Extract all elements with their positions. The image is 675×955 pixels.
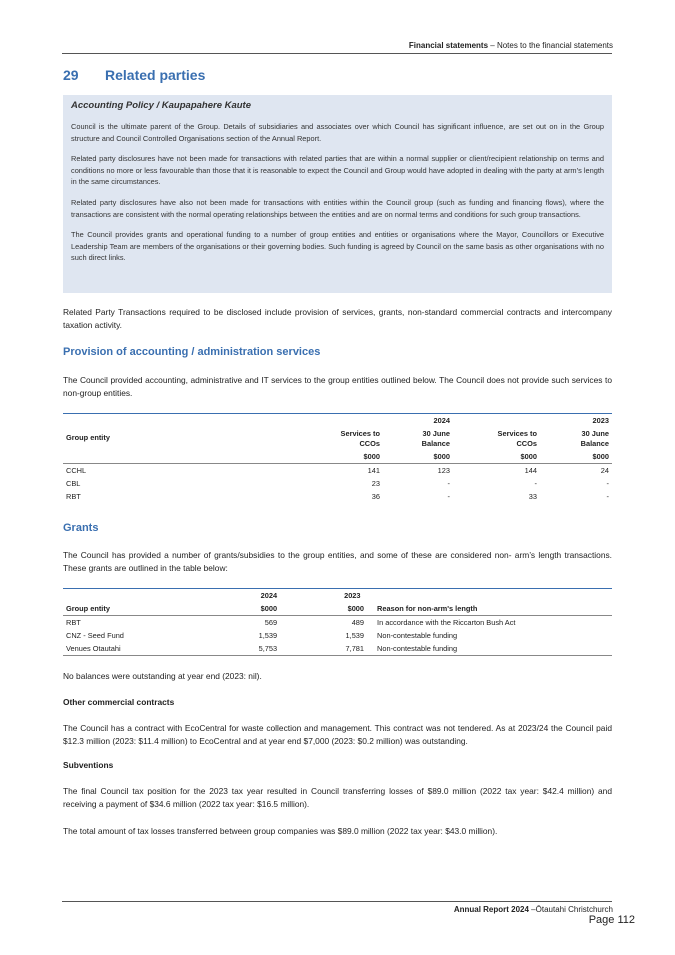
balance-header: 30 June Balance [421,429,450,448]
table-row: RBT 36 - 33 - [66,492,609,501]
page-header [409,41,613,50]
header-subsection: Notes to the financial statements [496,41,613,50]
table-row: RBT 569 489 In accordance with the Riccarton Bush Act [66,618,516,627]
group-entity-header: Group entity [63,602,227,616]
grants-note: No balances were outstanding at year end (2023: nil). [63,671,262,681]
intro-paragraph: Related Party Transactions required to be disclosed include provision of services, grants, non-standard commercial contracts and intercompany taxation activity. [63,307,612,330]
page-footer [454,905,613,914]
section-title [63,67,205,83]
subventions-heading: Subventions [63,760,114,770]
year-header-2024: 2024 [260,591,278,600]
year-header-2023: 2023 [592,416,609,425]
table-row: CBL 23 - - - [66,479,609,488]
section-number: 29 [63,67,79,83]
footer-divider [62,901,612,902]
subventions-text: The total amount of tax losses transferred between group companies was $89.0 million (2022 tax year: $43.0 million). [63,826,498,836]
year-header-2024: 2024 [433,416,450,425]
policy-paragraph: Council is the ultimate parent of the Group. Details of subsidiaries and associates over which Council has significant influence, are set out on in the Group structure and Council Controlled Organisations section of the Annual Report. [71,122,604,143]
services-header: Services to CCOs [340,429,380,448]
subventions-text: The final Council tax position for the 2023 tax year resulted in Council transferring losses of $89.0 million (2022 tax year: $42.4 million) and receiving a payment of $34.6 million (2022 tax year: $16.5 million). [63,786,612,809]
unit-header: $000 [227,602,280,616]
policy-paragraph: The Council provides grants and operational funding to a number of group entities and entities or organisations where the Mayor, Councillors or Executive Leadership Team are members of the organisations or their governing bodies. Such funding is agreed by Council on the same basis as other organisations with no such direct links. [71,230,604,263]
grants-table [63,588,612,656]
group-entity-header: Group entity [66,433,110,442]
balance-header: 30 June Balance [580,429,609,448]
year-header-2023: 2023 [344,591,361,600]
header-section: Financial statements [408,41,489,50]
table-row: Venues Otautahi 5,753 7,781 Non-contestable funding [63,642,612,656]
grants-heading: Grants [63,522,99,534]
unit-header: $000 [363,451,380,461]
unit-header: $000 [520,451,537,461]
table-row: CNZ - Seed Fund 1,539 1,539 Non-contestable funding [66,631,458,640]
accounting-services-heading: Provision of accounting / administration services [63,346,321,358]
policy-paragraph: Related party disclosures have not been made for transactions with related parties that are within a normal supplier or client/recipient relationship on terms and conditions no more or less favourable than those that it is reasonable to expect the Council and Group would have adopted in dealing with the party at arm’s length in the same circumstances. [71,154,604,187]
policy-paragraph: Related party disclosures have also not been made for transactions with entities within the Council group (such as funding and financing flows), where the transactions are consistent with the normal operating relationships between the entities and are on normal terms and conditions for such group transactions. [71,197,604,219]
unit-header: $000 [280,602,367,616]
unit-header: $000 [592,451,609,461]
footer-separator: – [528,905,536,914]
table-row: CCHL 141 123 144 24 [66,466,609,475]
commercial-contracts-text: The Council has a contract with EcoCentral for waste collection and management. This contract was not tendered. As at 2023/24 the Council paid $12.3 million (2023: $11.4 million) to EcoCentral and at year end $7,000 (2023: $0.2 million) was outstanding. [63,723,612,746]
grants-text: The Council has provided a number of grants/subsidies to the group entities, and some of these are considered non- arm’s length transactions. These grants are outlined in the table below: [63,550,612,573]
footer-report: Annual Report 2024 [453,905,529,914]
unit-header: $000 [433,451,450,461]
footer-place: Ōtautahi Christchurch [535,905,613,914]
header-separator: – [488,41,497,50]
policy-heading: Accounting Policy / Kaupapahere Kaute [71,100,252,111]
reason-header: Reason for non-arm's length [367,602,612,616]
accounting-policy-box [63,95,612,293]
header-divider [62,53,612,54]
services-header: Services to CCOs [497,429,537,448]
section-title-text: Related parties [105,67,206,83]
commercial-contracts-heading: Other commercial contracts [63,697,175,707]
accounting-services-text: The Council provided accounting, administrative and IT services to the group entities outlined below. The Council does not provide such services to non-group entities. [63,375,612,398]
accounting-services-table [63,413,612,503]
page-number: Page 112 [588,914,635,926]
